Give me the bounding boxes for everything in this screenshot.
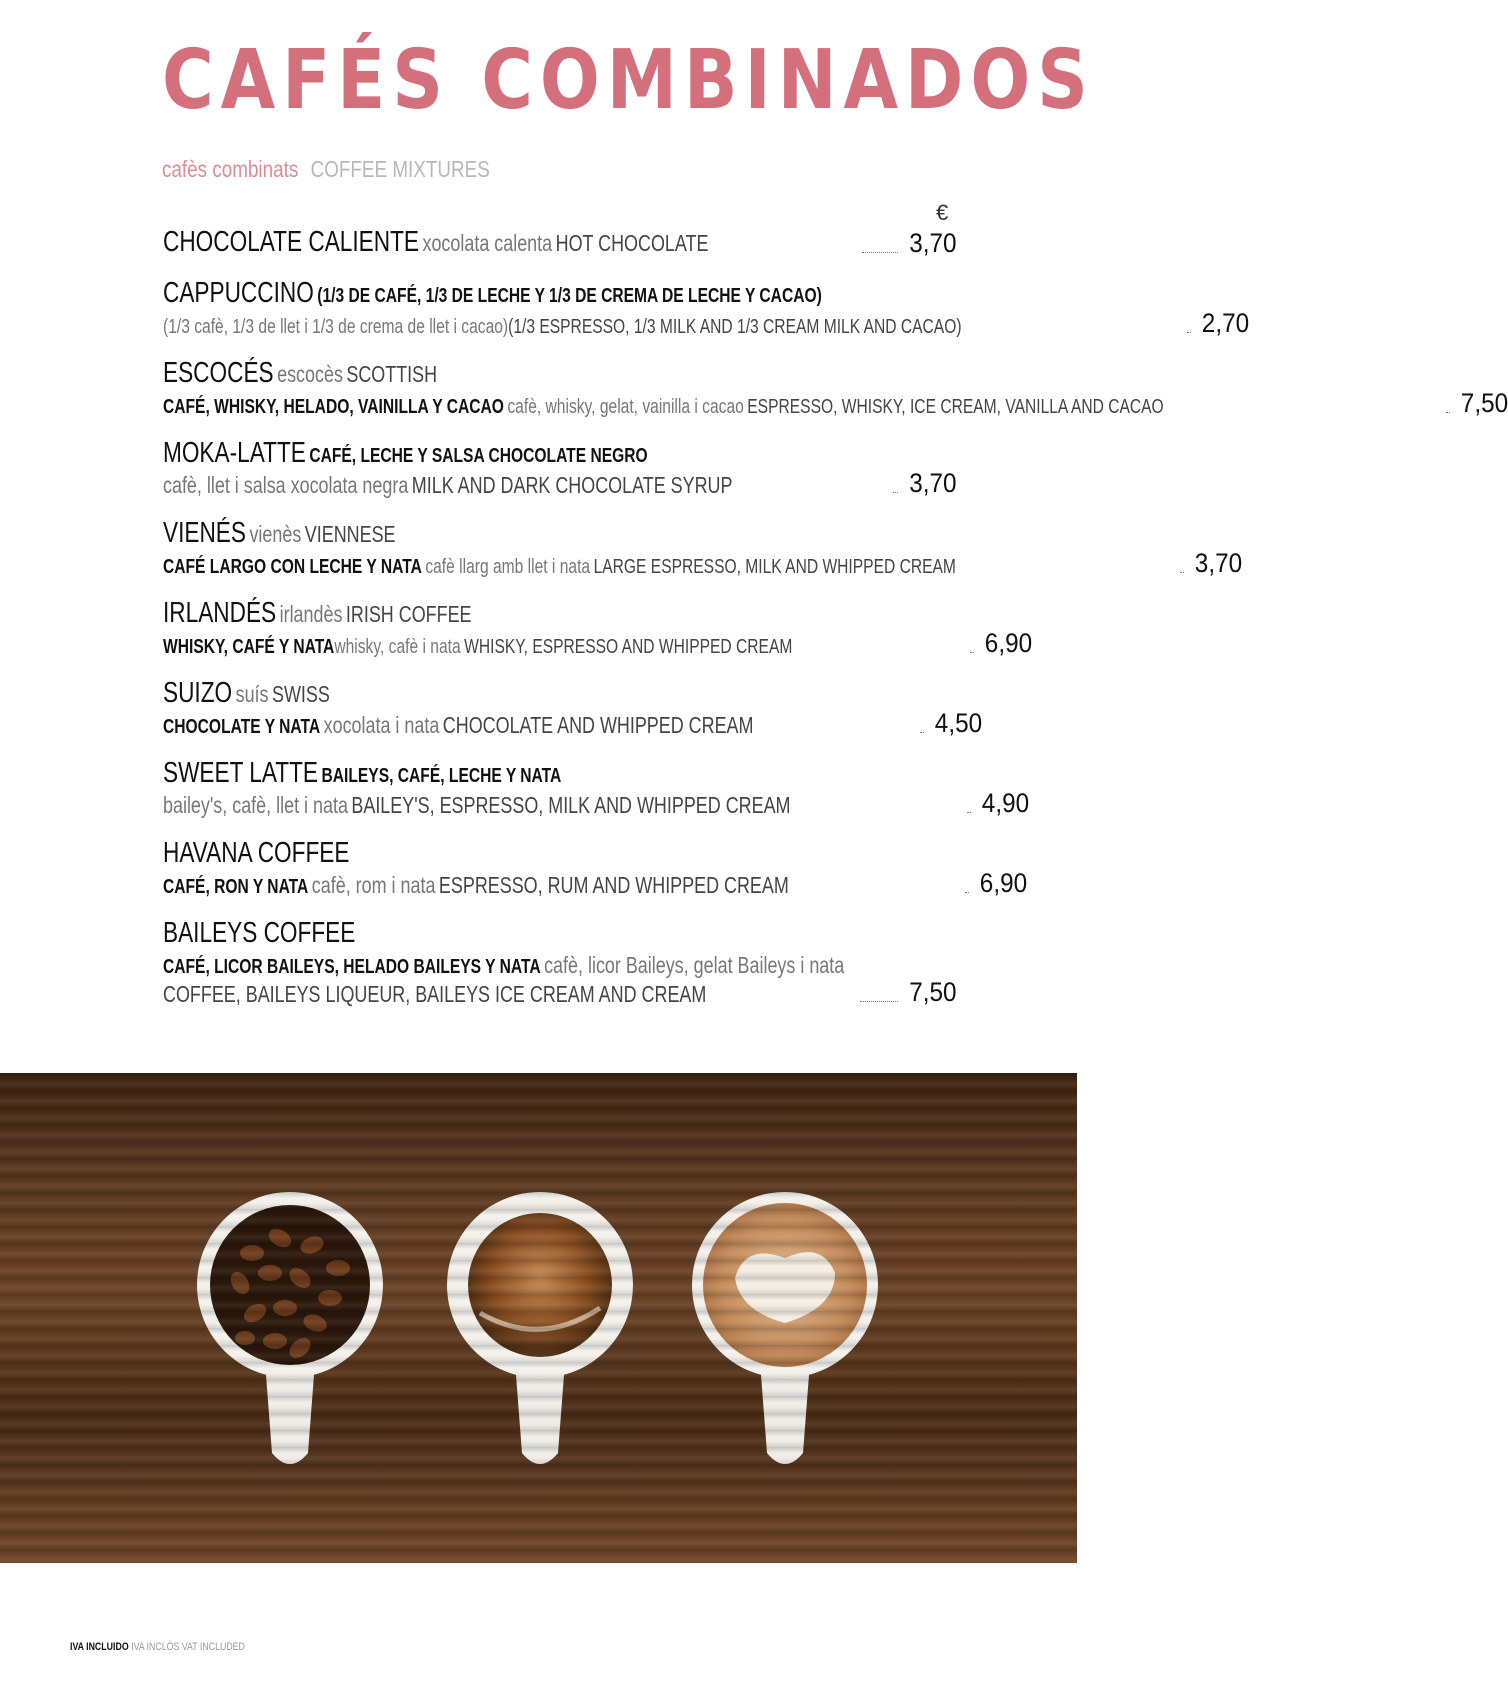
item-catalan: cafè llarg amb llet i nata <box>425 556 591 578</box>
menu-item <box>163 439 957 499</box>
item-name-catalan: suís <box>235 681 269 707</box>
item-english: WHISKY, ESPRESSO AND WHIPPED CREAM <box>464 636 793 658</box>
item-english: LARGE ESPRESSO, MILK AND WHIPPED CREAM <box>593 556 956 578</box>
item-catalan: whisky, cafè i nata <box>334 636 461 658</box>
item-name-catalan: irlandès <box>279 601 343 627</box>
item-price: 2,70 <box>1201 308 1249 338</box>
item-name-catalan: escocès <box>277 361 343 387</box>
item-price: 4,90 <box>982 788 1030 818</box>
item-name: BAILEYS COFFEE <box>163 917 356 949</box>
menu-item <box>163 517 1242 579</box>
item-price: 6,90 <box>980 868 1028 898</box>
item-price: 3,70 <box>909 468 957 498</box>
item-price: 7,50 <box>1460 388 1508 418</box>
item-catalan: cafè, rom i nata <box>311 872 436 898</box>
item-catalan: cafè, whisky, gelat, vainilla i cacao <box>507 396 744 418</box>
item-name: IRLANDÉS <box>163 597 277 629</box>
menu-header <box>162 33 1095 186</box>
item-spanish: (1/3 DE CAFÉ, 1/3 DE LECHE Y 1/3 DE CREMA DE LECHE Y CACAO) <box>317 285 822 307</box>
menu-item <box>163 597 1032 659</box>
item-spanish: WHISKY, CAFÉ Y NATA <box>163 636 335 658</box>
item-spanish: CAFÉ, RON Y NATA <box>163 876 309 898</box>
menu-item <box>163 837 1028 899</box>
item-name-english: SCOTTISH <box>346 361 438 387</box>
subtitle-catalan: cafès combinats <box>162 156 299 182</box>
footer-spanish: IVA INCLUIDO <box>70 1641 129 1653</box>
item-name: CAPPUCCINO <box>163 277 314 309</box>
item-spanish: CAFÉ, LICOR BAILEYS, HELADO BAILEYS Y NATA <box>163 956 541 978</box>
menu-item <box>163 277 1249 339</box>
item-english: BAILEY'S, ESPRESSO, MILK AND WHIPPED CREAM <box>351 792 791 818</box>
item-english: COFFEE, BAILEYS LIQUEUR, BAILEYS ICE CREAM AND CREAM <box>163 981 707 1007</box>
item-english: ESPRESSO, WHISKY, ICE CREAM, VANILLA AND CACAO <box>747 396 1164 418</box>
item-name-english: IRISH COFFEE <box>345 601 472 627</box>
menu-item <box>163 757 1030 819</box>
footer-note <box>70 1641 245 1653</box>
item-catalan: (1/3 cafè, 1/3 de llet i 1/3 de crema de llet i cacao) <box>163 316 509 338</box>
item-name-catalan: vienès <box>249 521 302 547</box>
item-english: (1/3 ESPRESSO, 1/3 MILK AND 1/3 CREAM MILK AND CACAO) <box>508 316 962 338</box>
menu-list <box>163 226 1508 1028</box>
subtitle-english: COFFEE MIXTURES <box>310 156 490 182</box>
item-name-english: SWISS <box>271 681 330 707</box>
item-spanish: CAFÉ, LECHE Y SALSA CHOCOLATE NEGRO <box>309 445 648 467</box>
item-spanish: BAILEYS, CAFÉ, LECHE Y NATA <box>321 765 562 787</box>
item-price: 3,70 <box>1194 548 1242 578</box>
item-name: SUIZO <box>163 677 233 709</box>
menu-item <box>163 677 983 739</box>
item-name: ESCOCÉS <box>163 357 274 389</box>
item-english: ESPRESSO, RUM AND WHIPPED CREAM <box>438 872 789 898</box>
item-english: HOT CHOCOLATE <box>555 230 709 256</box>
item-name: VIENÉS <box>163 517 246 549</box>
currency-symbol: € <box>936 200 949 225</box>
item-spanish: CAFÉ LARGO CON LECHE Y NATA <box>163 556 422 578</box>
item-price: 6,90 <box>984 628 1032 658</box>
menu-item <box>163 919 957 1008</box>
item-name: CHOCOLATE CALIENTE <box>163 226 419 258</box>
item-price: 7,50 <box>909 977 957 1007</box>
item-catalan: xocolata calenta <box>422 230 553 256</box>
item-name: SWEET LATTE <box>163 757 319 789</box>
item-name-english: VIENNESE <box>304 521 396 547</box>
item-catalan: bailey's, cafè, llet i nata <box>163 792 348 818</box>
item-price: 4,50 <box>934 708 983 738</box>
item-spanish: CHOCOLATE Y NATA <box>163 716 321 738</box>
page-subtitle <box>162 132 818 186</box>
footer-catalan-english: IVA INCLÒS VAT INCLUDED <box>131 1641 245 1653</box>
item-catalan: cafè, licor Baileys, gelat Baileys i nata <box>544 952 845 978</box>
item-catalan: xocolata i nata <box>323 712 440 738</box>
menu-item <box>163 228 957 259</box>
item-name: MOKA-LATTE <box>163 437 306 469</box>
item-spanish: CAFÉ, WHISKY, HELADO, VAINILLA Y CACAO <box>163 396 504 418</box>
item-price: 3,70 <box>909 228 957 258</box>
coffee-cups-photo <box>0 1073 1077 1563</box>
item-english: CHOCOLATE AND WHIPPED CREAM <box>442 712 754 738</box>
item-english: MILK AND DARK CHOCOLATE SYRUP <box>411 472 733 498</box>
page-title: CAFÉS COMBINADOS <box>162 33 1095 128</box>
menu-item <box>163 357 1508 419</box>
item-name: HAVANA COFFEE <box>163 837 350 869</box>
item-catalan: cafè, llet i salsa xocolata negra <box>163 472 409 498</box>
